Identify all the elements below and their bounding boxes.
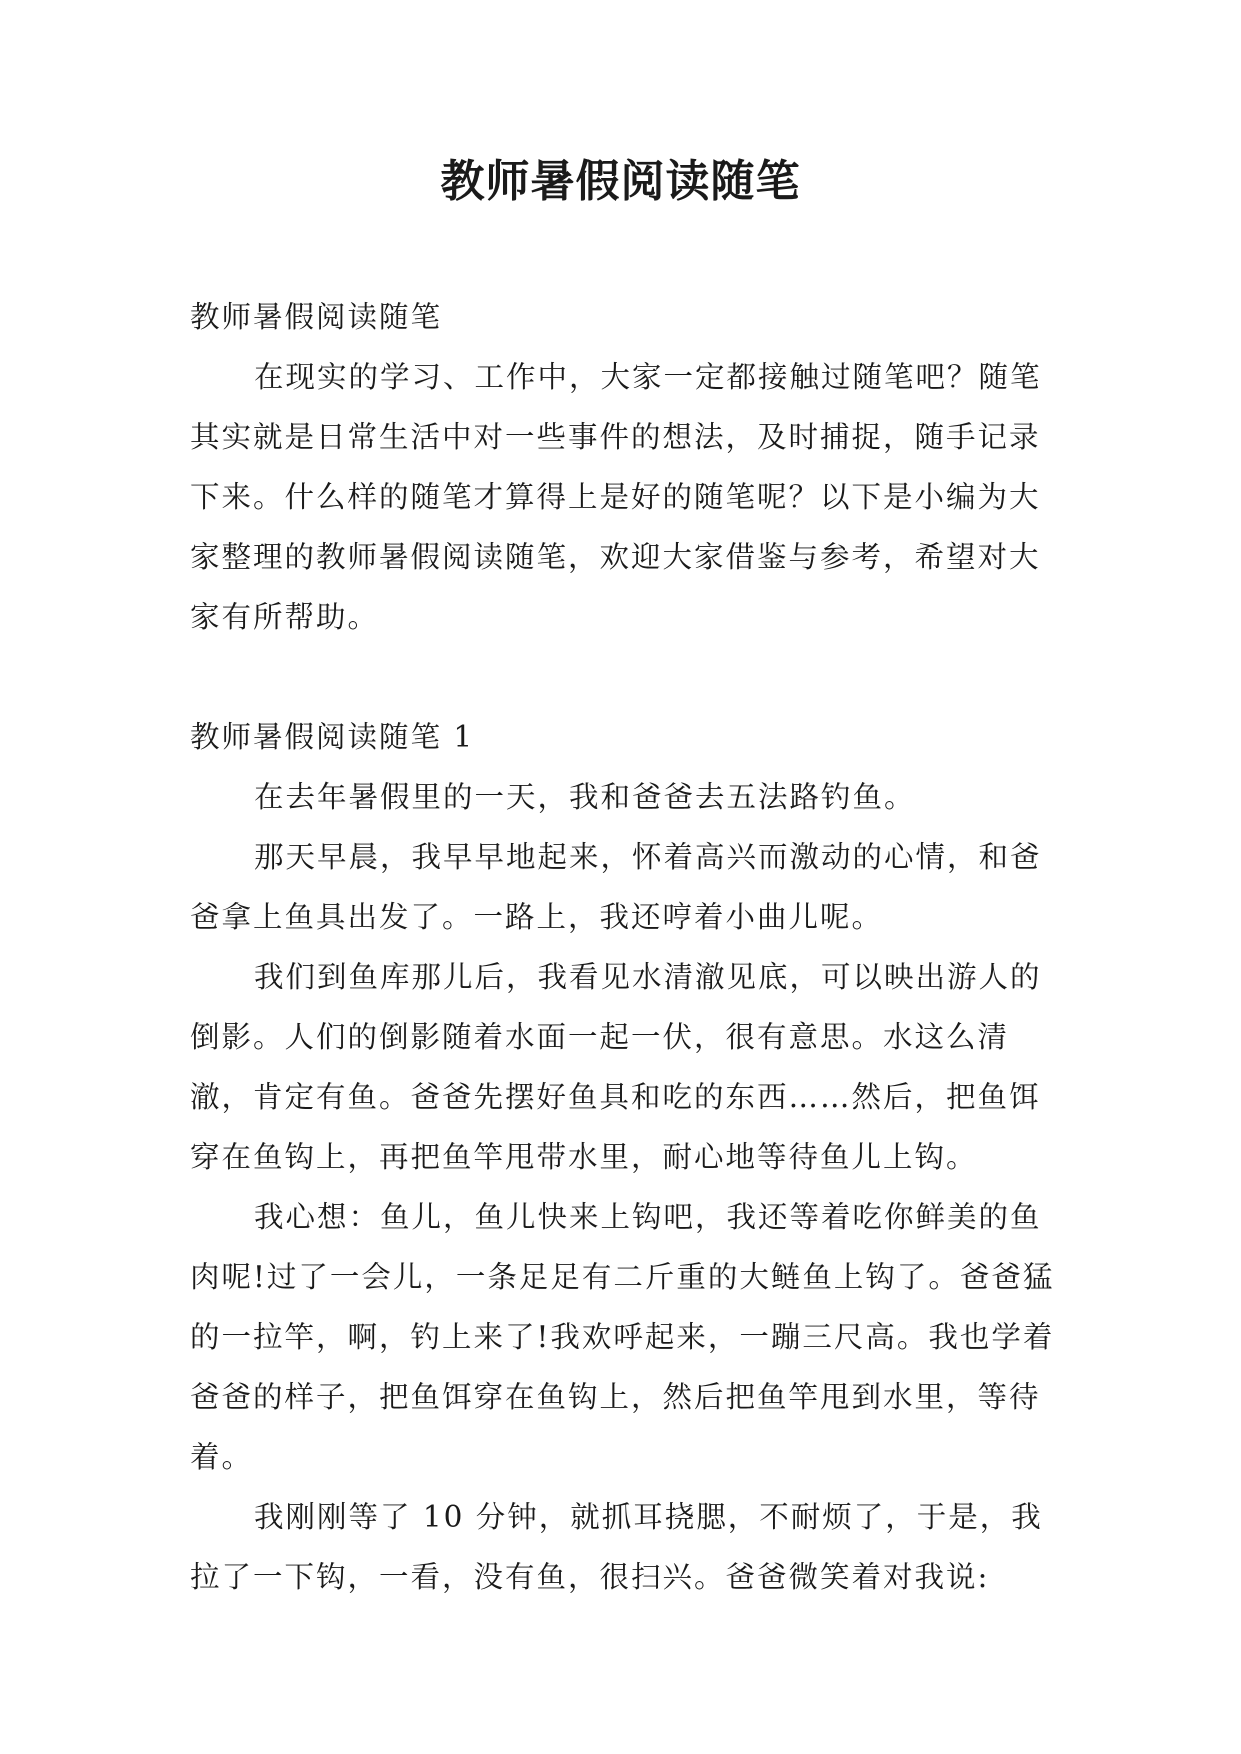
intro-paragraph: 在现实的学习、工作中，大家一定都接触过随笔吧？随笔其实就是日常生活中对一些事件的想法，及时捕捉，随手记录下来。什么样的随笔才算得上是好的随笔呢？以下是小编为大家整理的教师暑假阅读随笔，欢迎大家借鉴与参考，希望对大家有所帮助。 bbox=[190, 360, 1042, 634]
body-paragraph: 我刚刚等了 10 分钟，就抓耳挠腮，不耐烦了，于是，我拉了一下钩，一看，没有鱼，很扫兴。爸爸微笑着对我说: bbox=[190, 1500, 1043, 1594]
document-title: 教师暑假阅读随笔 bbox=[440, 156, 801, 207]
body-paragraph: 那天早晨，我早早地起来，怀着高兴而激动的心情，和爸爸拿上鱼具出发了。一路上，我还哼着小曲儿呢。 bbox=[190, 840, 1042, 934]
body-paragraph: 我心想：鱼儿，鱼儿快来上钩吧，我还等着吃你鲜美的鱼肉呢!过了一会儿，一条足足有二斤重的大鲢鱼上钩了。爸爸猛的一拉竿，啊，钓上来了!我欢呼起来，一蹦三尺高。我也学着爸爸的样子，把鱼饵穿在鱼钩上，然后把鱼竿甩到水里，等待着。 bbox=[190, 1200, 1055, 1474]
body-paragraph: 在去年暑假里的一天，我和爸爸去五法路钓鱼。 bbox=[254, 780, 916, 814]
body-paragraph: 我们到鱼库那儿后，我看见水清澈见底，可以映出游人的倒影。人们的倒影随着水面一起一伏，很有意思。水这么清澈，肯定有鱼。爸爸先摆好鱼具和吃的东西……然后，把鱼饵穿在鱼钩上，再把鱼竿甩带水里，耐心地等待鱼儿上钩。 bbox=[190, 960, 1042, 1174]
section-heading: 教师暑假阅读随笔 1 bbox=[190, 720, 475, 754]
section-spacer bbox=[190, 647, 1070, 707]
document-body bbox=[190, 287, 1070, 1607]
intro-heading: 教师暑假阅读随笔 bbox=[190, 300, 443, 334]
